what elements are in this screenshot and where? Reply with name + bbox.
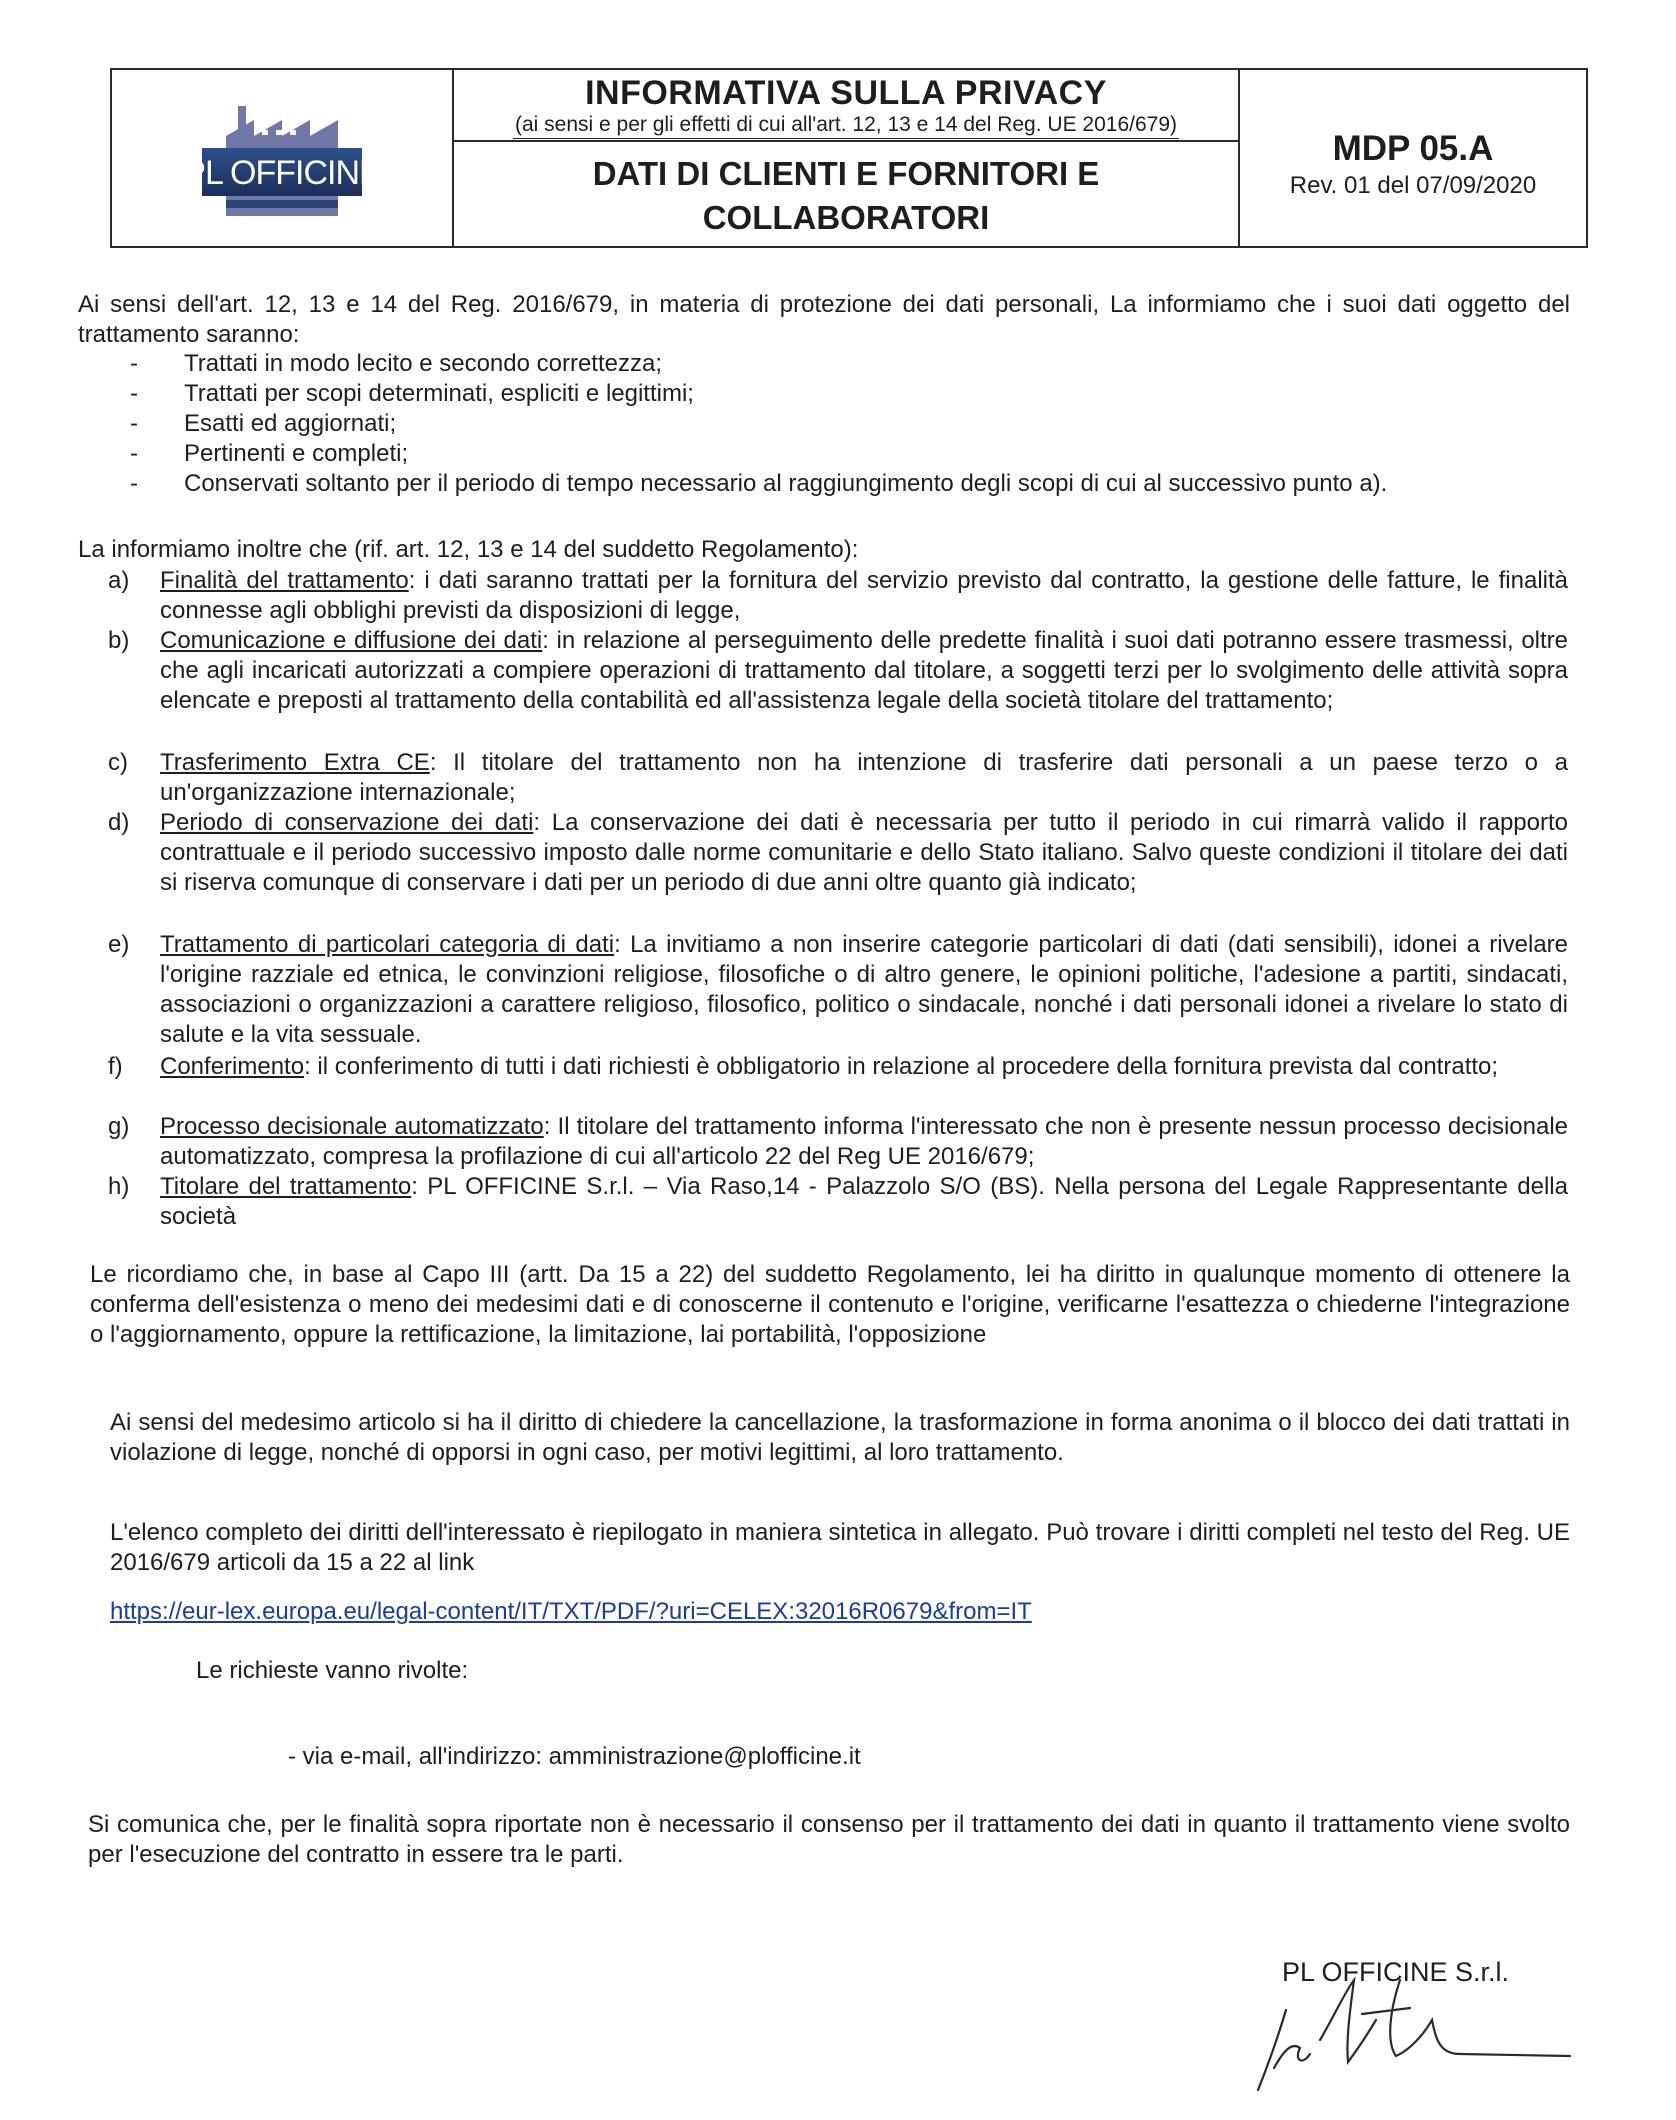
requests-label: Le richieste vanno rivolte:: [196, 1657, 469, 1684]
cancellation-paragraph: Ai sensi del medesimo articolo si ha il diritto di chiedere la cancellazione, la trasformazione in forma anonima o il blocco dei dati trattati in violazione di legge, nonché di opporsi in ogni caso, per motivi legittimi, al loro trattamento.: [110, 1409, 1570, 1466]
item-a: a) Finalità del trattamento: i dati saranno trattati per la fornitura del servizio previsto dal contratto, la gestione delle fatture, le finalità connesse agli obblighi previsti da disposizioni di legge,: [108, 567, 1568, 624]
rights-list-paragraph: L'elenco completo dei diritti dell'interessato è riepilogato in maniera sintetica in allegato. Può trovare i diritti completi nel testo del Reg. UE 2016/679 articoli da 15 a 22 al link: [110, 1519, 1570, 1576]
logo-cell: [112, 70, 454, 246]
privacy-subtitle: (ai sensi e per gli effetti di cui all'art. 12, 13 e 14 del Reg. UE 2016/679): [513, 112, 1179, 139]
rights-paragraph: Le ricordiamo che, in base al Capo III (artt. Da 15 a 22) del suddetto Regolamento, lei ha diritto in qualunque momento di ottenere la conferma dell'esistenza o meno dei medesimi dati e di conoscerne il contenuto e l'origine, verificarne l'esattezza o chiederne l'integrazione o l'aggiornamento, oppure la rettificazione, la limitazione, lai portabilità, l'opposizione: [90, 1261, 1570, 1348]
item-d: d) Periodo di conservazione dei dati: La conservazione dei dati è necessaria per tutto il periodo in cui rimarrà valido il rapporto contrattuale e il periodo successivo imposto dalle norme comunitarie e dello Stato italiano. Salvo queste condizioni il titolare dei dati si riserva comunque di conservare i dati per un periodo di due anni oltre quanto già indicato;: [108, 809, 1569, 896]
document-code: MDP 05.A: [1332, 129, 1494, 168]
company-logo: [183, 100, 381, 216]
handwritten-signature: [1250, 1950, 1610, 2100]
item-g: g) Processo decisionale automatizzato: Il titolare del trattamento informa l'interessato che non è presente nessun processo decisionale automatizzato, compresa la profilazione di cui all'articolo 22 del Reg UE 2016/679;: [108, 1113, 1568, 1170]
item-f: f) Conferimento: il conferimento di tutti i dati richiesti è obbligatorio in relazione al procedere della fornitura prevista dal contratto;: [108, 1053, 1499, 1080]
intro-paragraph: Ai sensi dell'art. 12, 13 e 14 del Reg. 2016/679, in materia di protezione dei dati personali, La informiamo che i suoi dati oggetto del trattamento saranno:: [78, 291, 1570, 348]
item-h: h) Titolare del trattamento: PL OFFICINE S.r.l. – Via Raso,14 - Palazzolo S/O (BS). Nella persona del Legale Rappresentante della società: [108, 1173, 1568, 1230]
document-code-cell: [1240, 70, 1586, 246]
privacy-title: INFORMATIVA SULLA PRIVACY: [585, 74, 1107, 112]
document-header: [110, 68, 1588, 248]
email-line: - via e-mail, all'indirizzo: amministrazione@plofficine.it: [288, 1743, 861, 1770]
intro2-paragraph: La informiamo inoltre che (rif. art. 12, 13 e 14 del suddetto Regolamento):: [78, 536, 859, 563]
factory-logo-icon: [183, 100, 381, 216]
eur-lex-link[interactable]: https://eur-lex.europa.eu/legal-content/IT/TXT/PDF/?uri=CELEX:32016R0679&from=IT: [110, 1598, 1032, 1625]
signature-company-name: PL OFFICINE S.r.l.: [1282, 1957, 1510, 1987]
item-c: c) Trasferimento Extra CE: Il titolare del trattamento non ha intenzione di trasferire dati personali a un paese terzo o a un'organizzazione internazionale;: [108, 749, 1569, 806]
header-title-cell: [454, 70, 1240, 246]
svg-text:PL OFFICINE: PL OFFICINE: [183, 154, 381, 192]
item-b: b) Comunicazione e diffusione dei dati: in relazione al perseguimento delle predette finalità i suoi dati potranno essere trasmessi, oltre che agli incaricati autorizzati a compiere operazioni di trattamento dal titolare, a soggetti terzi per lo svolgimento delle attività sopra elencate e preposti al trattamento della contabilità ed all'assistenza legale della società titolare del trattamento;: [108, 627, 1569, 714]
consent-paragraph: Si comunica che, per le finalità sopra riportate non è necessario il consenso per il trattamento dei dati in quanto il trattamento viene svolto per l'esecuzione del contratto in essere tra le parti.: [88, 1811, 1570, 1868]
document-title: DATI DI CLIENTI E FORNITORI E COLLABORATORI: [592, 155, 1100, 236]
document-revision: Rev. 01 del 07/09/2020: [1289, 172, 1537, 199]
item-e: e) Trattamento di particolari categoria di dati: La invitiamo a non inserire categorie particolari di dati (dati sensibili), idonei a rivelare l'origine razziale ed etnica, le convinzioni religiose, filosofiche o di altro genere, le opinioni politiche, l'adesione a partiti, sindacati, associazioni o organizzazioni a carattere religioso, filosofico, politico o sindacale, nonché i dati personali idonei a rivelare lo stato di salute e la vita sessuale.: [108, 931, 1569, 1048]
document-page: PL OFFICINE INFORMATIVA SULLA PRIVACY (ai sensi e per gli effetti di cui all'art. 12, 13 e 14 del Reg. UE 2016/679) DATI DI CLIENTI E FORNITORI E COLLABORATORI MDP 05.A Rev. 01 del 07/09/2020 Ai sensi dell'art. 12, 13 e 14 del Reg. 2016/679, in materia di protezione dei dati personali, La informiamo che i suoi dati oggetto del trattamento saranno: - Trattati in modo lecito e secondo correttezza; - Trattati per scopi determinati, espliciti e legittimi; - Esatti ed aggiornati; - Pertinenti e completi; - Conservati soltanto per il periodo di tempo necessario al raggiungimento degli scopi di cui al successivo punto a). La informiamo inoltre che (rif. art. 12, 13 e 14 del suddetto Regolamento): a) Finalità del trattamento: i dati saranno trattati per la fornitura del servizio previsto dal contratto, la gestione delle fatture, le finalità connesse agli obblighi previsti da disposizioni di legge, b) Comunicazione e diffusione dei dati: in relazione al perseguimento delle predette finalità i suoi dati potranno essere trasmessi, oltre che agli incaricati autorizzati a compiere operazioni di trattamento dal titolare, a soggetti terzi per lo svolgimento delle attività sopra elencate e preposti al trattamento della contabilità ed all'assistenza legale della società titolare del trattamento; c) Trasferimento Extra CE: Il titolare del trattamento non ha intenzione di trasferire dati personali a un paese terzo o a un'organizzazione internazionale; d) Periodo di conservazione dei dati: La conservazione dei dati è necessaria per tutto il periodo in cui rimarrà valido il rapporto contrattuale e il periodo successivo imposto dalle norme comunitarie e dello Stato italiano. Salvo queste condizioni il titolare dei dati si riserva comunque di conservare i dati per un periodo di due anni oltre quanto già indicato; e) Trattamento di particolari categoria di dati: La invitiamo a non inserire categorie particolari di dati (dati sensibili), idonei a rivelare l'origine razziale ed etnica, le convinzioni religiose, filosofiche o di altro genere, le opinioni politiche, l'adesione a partiti, sindacati, associazioni o organizzazioni a carattere religioso, filosofico, politico o sindacale, nonché i dati personali idonei a rivelare lo stato di salute e la vita sessuale. f) Conferimento: il conferimento di tutti i dati richiesti è obbligatorio in relazione al procedere della fornitura prevista dal contratto; g) Processo decisionale automatizzato: Il titolare del trattamento informa l'interessato che non è presente nessun processo decisionale automatizzato, compresa la profilazione di cui all'articolo 22 del Reg UE 2016/679; h) Titolare del trattamento: PL OFFICINE S.r.l. – Via Raso,14 - Palazzolo S/O (BS). Nella persona del Legale Rappresentante della società Le ricordiamo che, in base al Capo III (artt. Da 15 a 22) del suddetto Regolamento, lei ha diritto in qualunque momento di ottenere la conferma dell'esistenza o meno dei medesimi dati e di conoscerne il contenuto e l'origine, verificarne l'esattezza o chiederne l'integrazione o l'aggiornamento, oppure la rettificazione, la limitazione, lai portabilità, l'opposizione Ai sensi del medesimo articolo si ha il diritto di chiedere la cancellazione, la trasformazione in forma anonima o il blocco dei dati trattati in violazione di legge, nonché di opporsi in ogni caso, per motivi legittimi, al loro trattamento. L'elenco completo dei diritti dell'interessato è riepilogato in maniera sintetica in allegato. Può trovare i diritti completi nel testo del Reg. UE 2016/679 articoli da 15 a 22 al link https://eur-lex.europa.eu/legal-content/IT/TXT/PDF/?uri=CELEX:32016R0679&from=IT Le richieste vanno rivolte: - via e-mail, all'indirizzo: amministrazione@plofficine.it Si comunica che, per le finalità sopra riportate non è necessario il consenso per il trattamento dei dati in quanto il trattamento viene svolto per l'esecuzione del contratto in essere tra le parti. PL OFFICINE S.r.l.: [0, 0, 1676, 2120]
